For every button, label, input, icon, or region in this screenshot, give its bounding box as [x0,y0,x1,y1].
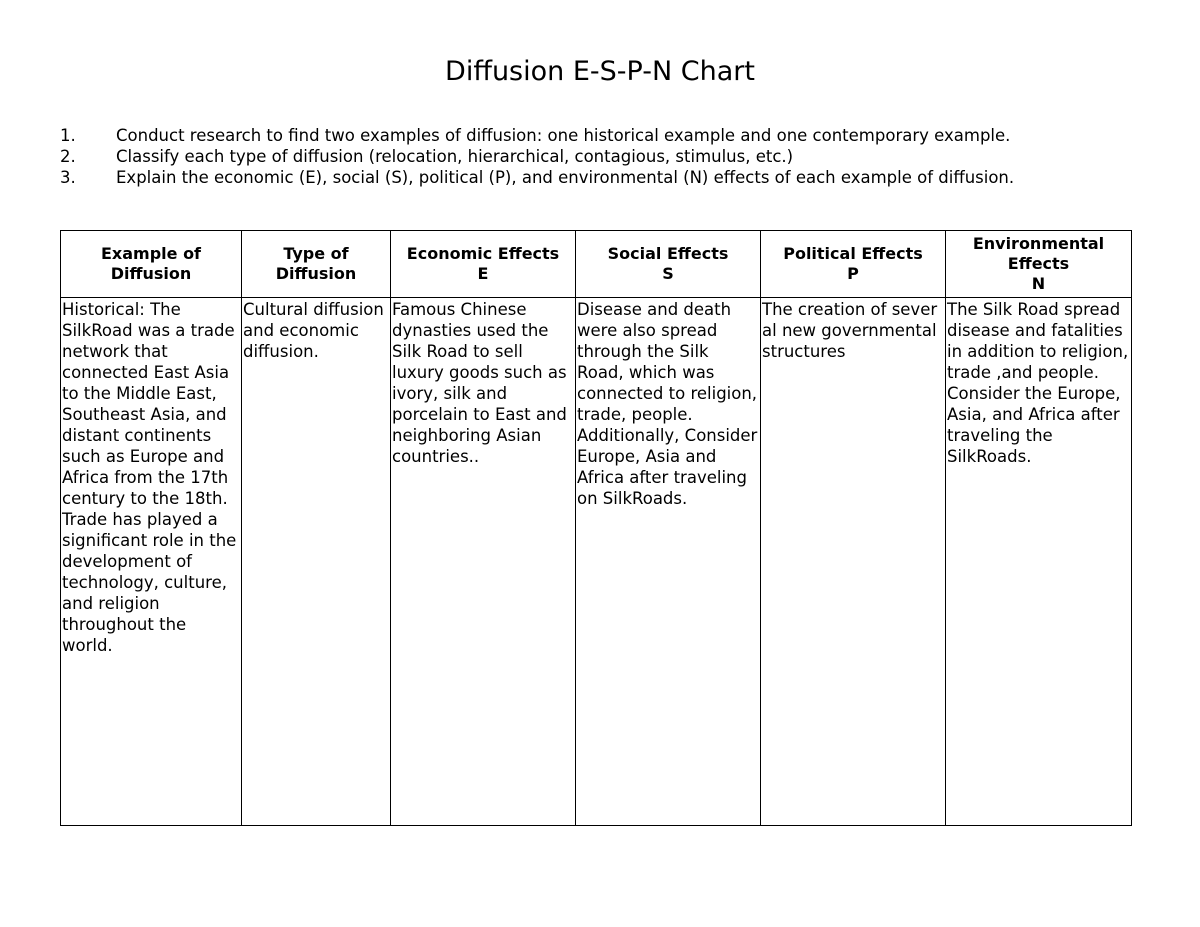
table-header-row [61,231,1132,298]
header-line: Economic Effects [406,244,560,263]
header-example-of-diffusion [61,231,242,298]
page-title: Diffusion E-S-P-N Chart [445,56,755,87]
header-line: Diffusion [110,264,192,283]
header-line: S [662,264,674,283]
cell-type-of-diffusion: Cultural diffusion and economic diffusion. [242,298,391,826]
cell-economic-effects: Famous Chinese dynasties used the Silk Road to sell luxury goods such as ivory, silk and porcelain to East and neighboring Asian countries.. [391,298,576,826]
instruction-item [60,125,1014,146]
instructions-list [60,125,1014,188]
instruction-number: 3. [60,168,76,187]
header-line: Social Effects [607,244,729,263]
header-line: N [1031,274,1046,293]
instruction-text: Classify each type of diffusion (relocation, hierarchical, contagious, stimulus, etc.) [116,147,794,166]
instruction-text: Explain the economic (E), social (S), political (P), and environmental (N) effects of each example of diffusion. [116,168,1015,187]
instruction-number: 1. [60,126,76,145]
instruction-item [60,146,1014,167]
header-line: Type of [283,244,349,263]
header-line: Political Effects [783,244,923,263]
header-environmental-effects [946,231,1132,298]
header-line: Diffusion [275,264,357,283]
header-political-effects [761,231,946,298]
cell-social-effects: Disease and death were also spread through the Silk Road, which was connected to religion, trade, people. Additionally, Consider Europe, Asia and Africa after traveling on SilkRoads. [576,298,761,826]
header-line: E [477,264,489,283]
instruction-number: 2. [60,147,76,166]
cell-environmental-effects: The Silk Road spread disease and fatalities in addition to religion, trade ,and people. Consider the Europe, Asia, and Africa after traveling the SilkRoads. [946,298,1132,826]
header-economic-effects [391,231,576,298]
cell-political-effects: The creation of several new governmental structures [761,298,946,826]
header-line: Environmental Effects [972,234,1105,273]
header-line: Example of [100,244,202,263]
instruction-text: Conduct research to find two examples of diffusion: one historical example and one contemporary example. [116,126,1011,145]
cell-example-of-diffusion: Historical: The SilkRoad was a trade network that connected East Asia to the Middle East, Southeast Asia, and distant continents such as Europe and Africa from the 17th century to the 18th. Trade has played a significant role in the development of technology, culture, and religion throughout the world. [61,298,242,826]
header-social-effects [576,231,761,298]
header-line: P [847,264,859,283]
header-type-of-diffusion [242,231,391,298]
instruction-item [60,167,1014,188]
espn-chart-table [60,230,1132,826]
table-row [61,298,1132,826]
